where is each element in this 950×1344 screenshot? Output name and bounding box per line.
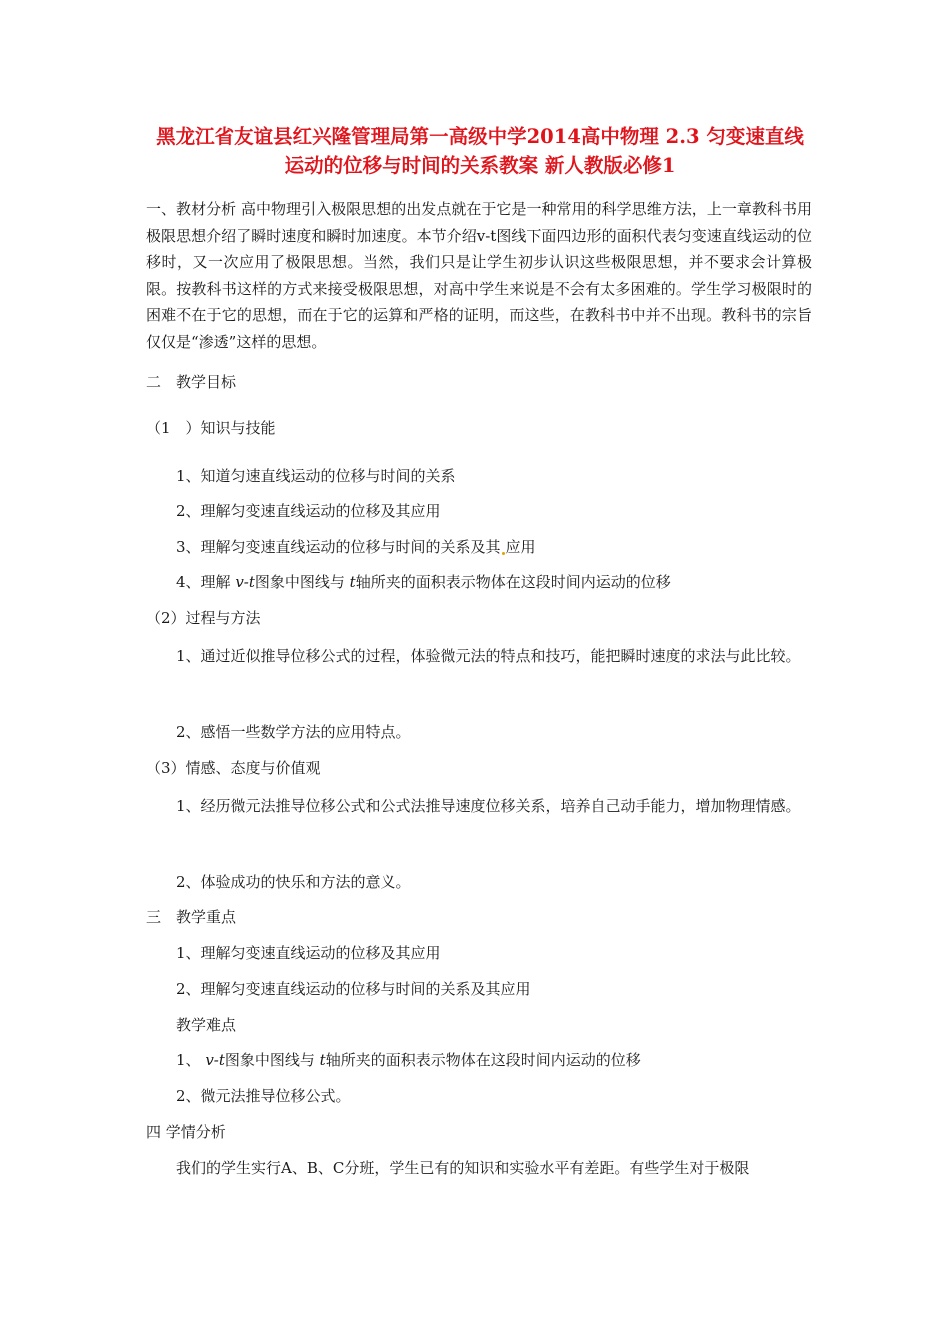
difficulty-item-1-suffix: 轴所夹的面积表示物体在这段时间内运动的位移 bbox=[325, 1051, 641, 1069]
goal-item-3-text: 3、理解匀变速直线运动的位移与时间的关系及其 bbox=[176, 538, 501, 556]
section-4-text: 我们的学生实行A、B、C分班，学生已有的知识和实验水平有差距。有些学生对于极限 bbox=[176, 1159, 750, 1177]
goal-item-4-vt: v-t bbox=[235, 573, 255, 591]
goal-item-4-t: t bbox=[349, 573, 356, 591]
subsection-attitudes-values: （3）情感、态度与价值观 bbox=[146, 759, 321, 777]
section-2-heading: 二 教学目标 bbox=[146, 373, 237, 391]
section-1-textbook-analysis: 一、教材分析 高中物理引入极限思想的出发点就在于它是一种常用的科学思维方法，上一章教科书用极限思想介绍了瞬时速度和瞬时加速度。本节介绍v-t图线下面四边形的面积代表匀变速直线运动的位移时，又一次应用了极限思想。当然，我们只是让学生初步认识这些极限思想，并不要求会计算极限。按教科书这样的方式来接受极限思想，对高中学生来说是不会有太多困难的。学生学习极限时的困难不在于它的思想，而在于它的运算和严格的证明，而这些，在教科书中并不出现。教科书的宗旨仅仅是“渗透”这样的思想。 bbox=[146, 200, 812, 351]
attitude-item-1: 1、经历微元法推导位移公式和公式法推导速度位移关系，培养自己动手能力，增加物理情感。 bbox=[176, 797, 801, 815]
difficulty-item-1-vt: v-t bbox=[205, 1051, 225, 1069]
document-title: 黑龙江省友谊县红兴隆管理局第一高级中学2014高中物理 2.3 匀变速直线运动的位移与时间的关系教案 新人教版必修1 bbox=[156, 125, 804, 177]
section-3-heading: 三 教学重点 bbox=[146, 908, 237, 926]
difficulty-item-1-prefix: 1、 bbox=[176, 1051, 206, 1069]
goal-item-4-mid: 图象中图线与 bbox=[254, 573, 350, 591]
difficulty-item-1-mid: 图象中图线与 bbox=[224, 1051, 320, 1069]
process-item-1: 1、通过近似推导位移公式的过程，体验微元法的特点和技巧，能把瞬时速度的求法与此比较。 bbox=[176, 647, 801, 665]
subsection-process-methods: （2）过程与方法 bbox=[146, 609, 261, 627]
key-point-2: 2、理解匀变速直线运动的位移与时间的关系及其应用 bbox=[176, 980, 531, 998]
goal-item-2: 2、理解匀变速直线运动的位移及其应用 bbox=[176, 502, 441, 520]
difficulty-item-2: 2、微元法推导位移公式。 bbox=[176, 1087, 351, 1105]
key-point-1: 1、理解匀变速直线运动的位移及其应用 bbox=[176, 944, 441, 962]
process-item-2: 2、感悟一些数学方法的应用特点。 bbox=[176, 723, 411, 741]
section-4-heading: 四 学情分析 bbox=[146, 1123, 226, 1141]
attitude-item-2: 2、体验成功的快乐和方法的意义。 bbox=[176, 873, 411, 891]
difficulty-heading: 教学难点 bbox=[176, 1016, 237, 1034]
goal-item-1: 1、知道匀速直线运动的位移与时间的关系 bbox=[176, 467, 456, 485]
difficulty-item-1-t: t bbox=[319, 1051, 326, 1069]
goal-item-3 bbox=[176, 537, 536, 557]
difficulty-item-1 bbox=[176, 1050, 641, 1070]
goal-item-4-suffix: 轴所夹的面积表示物体在这段时间内运动的位移 bbox=[355, 573, 671, 591]
goal-item-4 bbox=[176, 572, 671, 592]
ink-mark bbox=[502, 552, 505, 555]
subsection-knowledge-skills: （1 ）知识与技能 bbox=[146, 419, 276, 437]
goal-item-3-tail: 应用 bbox=[505, 538, 536, 556]
goal-item-4-prefix: 4、理解 bbox=[176, 573, 236, 591]
